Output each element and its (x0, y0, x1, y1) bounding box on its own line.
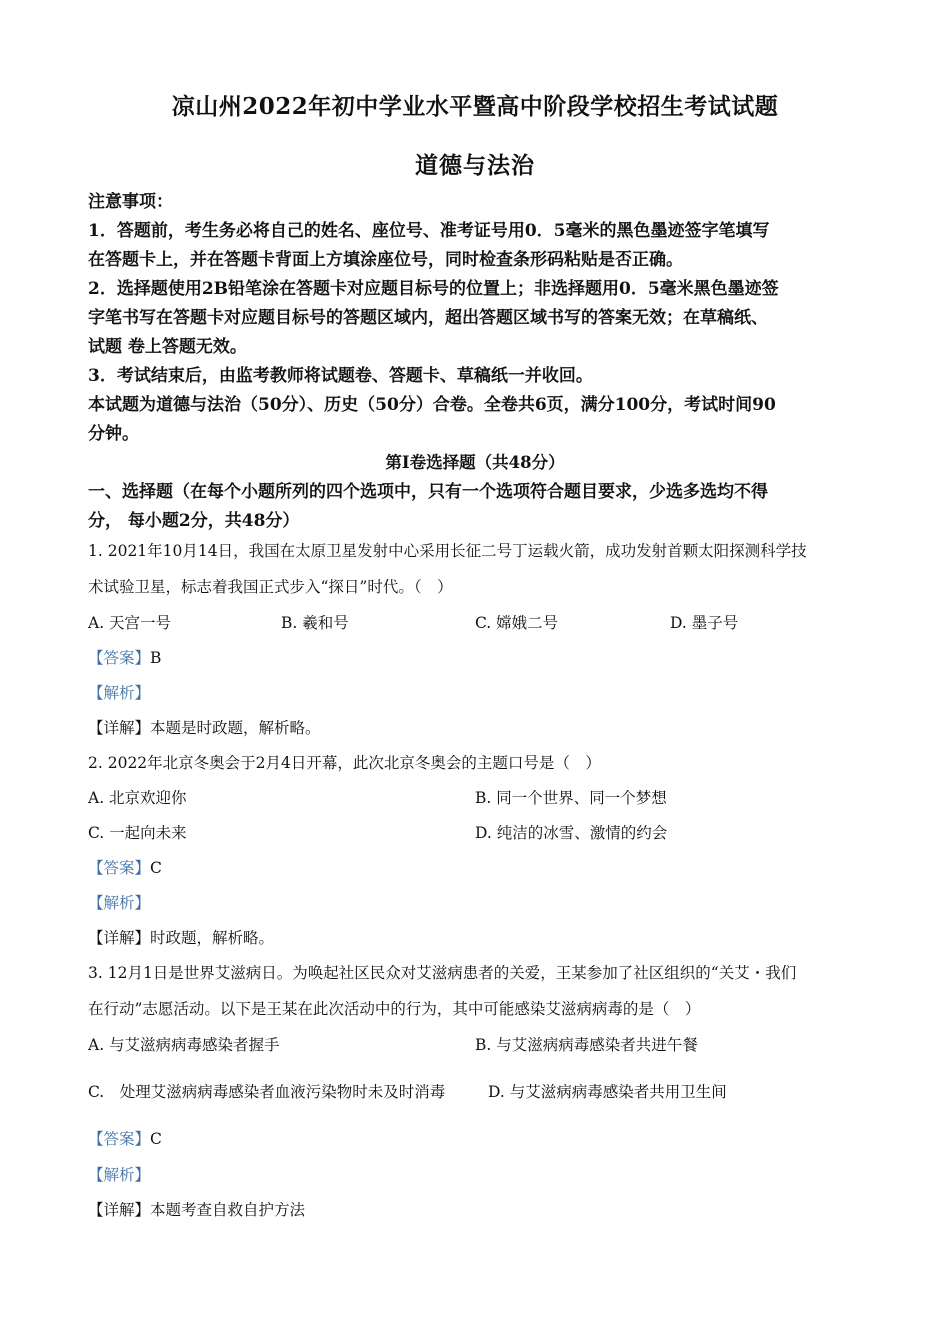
subject-title: 道德与法治 (415, 152, 535, 179)
notice-line: 1．答题前，考生务必将自己的姓名、座位号、准考证号用0．5毫米的黑色墨迹签字笔填写 (88, 221, 770, 241)
question-stem: 在行动”志愿活动。以下是王某在此次活动中的行为，其中可能感染艾滋病病毒的是（ ） (88, 1000, 701, 1018)
option-b: B. 同一个世界、同一个梦想 (475, 789, 667, 807)
detail-label: 【详解】 (88, 719, 151, 737)
analysis-label: 【解析】 (88, 684, 151, 702)
answer-value: B (150, 649, 162, 667)
notice-heading: 注意事项： (88, 192, 173, 212)
notice-line: 字笔书写在答题卡对应题目标号的答题区域内，超出答题区域书写的答案无效；在草稿纸、 (88, 308, 768, 328)
section-heading: 一、选择题（在每个小题所列的四个选项中，只有一个选项符合题目要求，少选多选均不得 (88, 482, 768, 502)
detail-label: 【详解】 (88, 929, 151, 947)
answer-value: C (150, 859, 162, 877)
detail-line (88, 927, 868, 949)
detail-text: 本题考查自救自护方法 (150, 1201, 306, 1219)
option-c: C. 嫦娥二号 (475, 614, 559, 632)
exam-title: 凉山州2022年初中学业水平暨高中阶段学校招生考试试题 (171, 93, 779, 120)
part-heading: 第I卷选择题（共48分） (385, 453, 565, 472)
detail-text: 时政题，解析略。 (150, 929, 275, 947)
question-stem: 2. 2022年北京冬奥会于2月4日开幕，此次北京冬奥会的主题口号是（ ） (88, 754, 601, 772)
notice-line: 3．考试结束后，由监考教师将试题卷、答题卡、草稿纸一并收回。 (88, 366, 593, 386)
option-b: B. 与艾滋病病毒感染者共进午餐 (475, 1036, 698, 1054)
option-d: D. 与艾滋病病毒感染者共用卫生间 (488, 1083, 727, 1101)
question-stem: 术试验卫星，标志着我国正式步入“探日”时代。（ ） (88, 578, 453, 596)
answer-value: C (150, 1130, 162, 1148)
option-c: C. 一起向未来 (88, 824, 187, 842)
detail-label: 【详解】 (88, 1201, 151, 1219)
answer-line (88, 857, 868, 879)
answer-label: 【答案】 (88, 1130, 151, 1148)
analysis-label: 【解析】 (88, 1166, 151, 1184)
option-d: D. 纯洁的冰雪、激情的约会 (475, 824, 668, 842)
detail-line (88, 717, 868, 739)
question-stem: 3. 12月1日是世界艾滋病日。为唤起社区民众对艾滋病患者的关爱，王某参加了社区组织的“关艾・我们 (88, 964, 797, 982)
notice-line: 2．选择题使用2B铅笔涂在答题卡对应题目标号的位置上；非选择题用0．5毫米黑色墨迹签 (88, 279, 779, 299)
option-b: B. 羲和号 (281, 614, 349, 632)
question-stem: 1. 2021年10月14日，我国在太原卫星发射中心采用长征二号丁运载火箭，成功发射首颗太阳探测科学技 (88, 542, 807, 560)
analysis-line (88, 1164, 868, 1186)
option-a: A. 天宫一号 (88, 614, 172, 632)
answer-label: 【答案】 (88, 649, 151, 667)
notice-line: 试题 卷上答题无效。 (88, 337, 247, 357)
notice-line: 在答题卡上，并在答题卡背面上方填涂座位号，同时检查条形码粘贴是否正确。 (88, 250, 683, 270)
option-a: A. 北京欢迎你 (88, 789, 187, 807)
analysis-label: 【解析】 (88, 894, 151, 912)
option-d: D. 墨子号 (670, 614, 739, 632)
option-a: A. 与艾滋病病毒感染者握手 (88, 1036, 280, 1054)
option-c: C. 处理艾滋病病毒感染者血液污染物时未及时消毒 (88, 1083, 446, 1101)
detail-line (88, 1199, 868, 1221)
answer-line (88, 1128, 868, 1150)
answer-line (88, 647, 868, 669)
notice-line: 分钟。 (88, 424, 139, 444)
analysis-line (88, 892, 868, 914)
answer-label: 【答案】 (88, 859, 151, 877)
notice-line: 本试题为道德与法治（50分）、历史（50分）合卷。全卷共6页，满分100分，考试时间90 (88, 395, 776, 415)
section-heading: 分， 每小题2分，共48分） (88, 511, 300, 531)
analysis-line (88, 682, 868, 704)
detail-text: 本题是时政题，解析略。 (150, 719, 321, 737)
